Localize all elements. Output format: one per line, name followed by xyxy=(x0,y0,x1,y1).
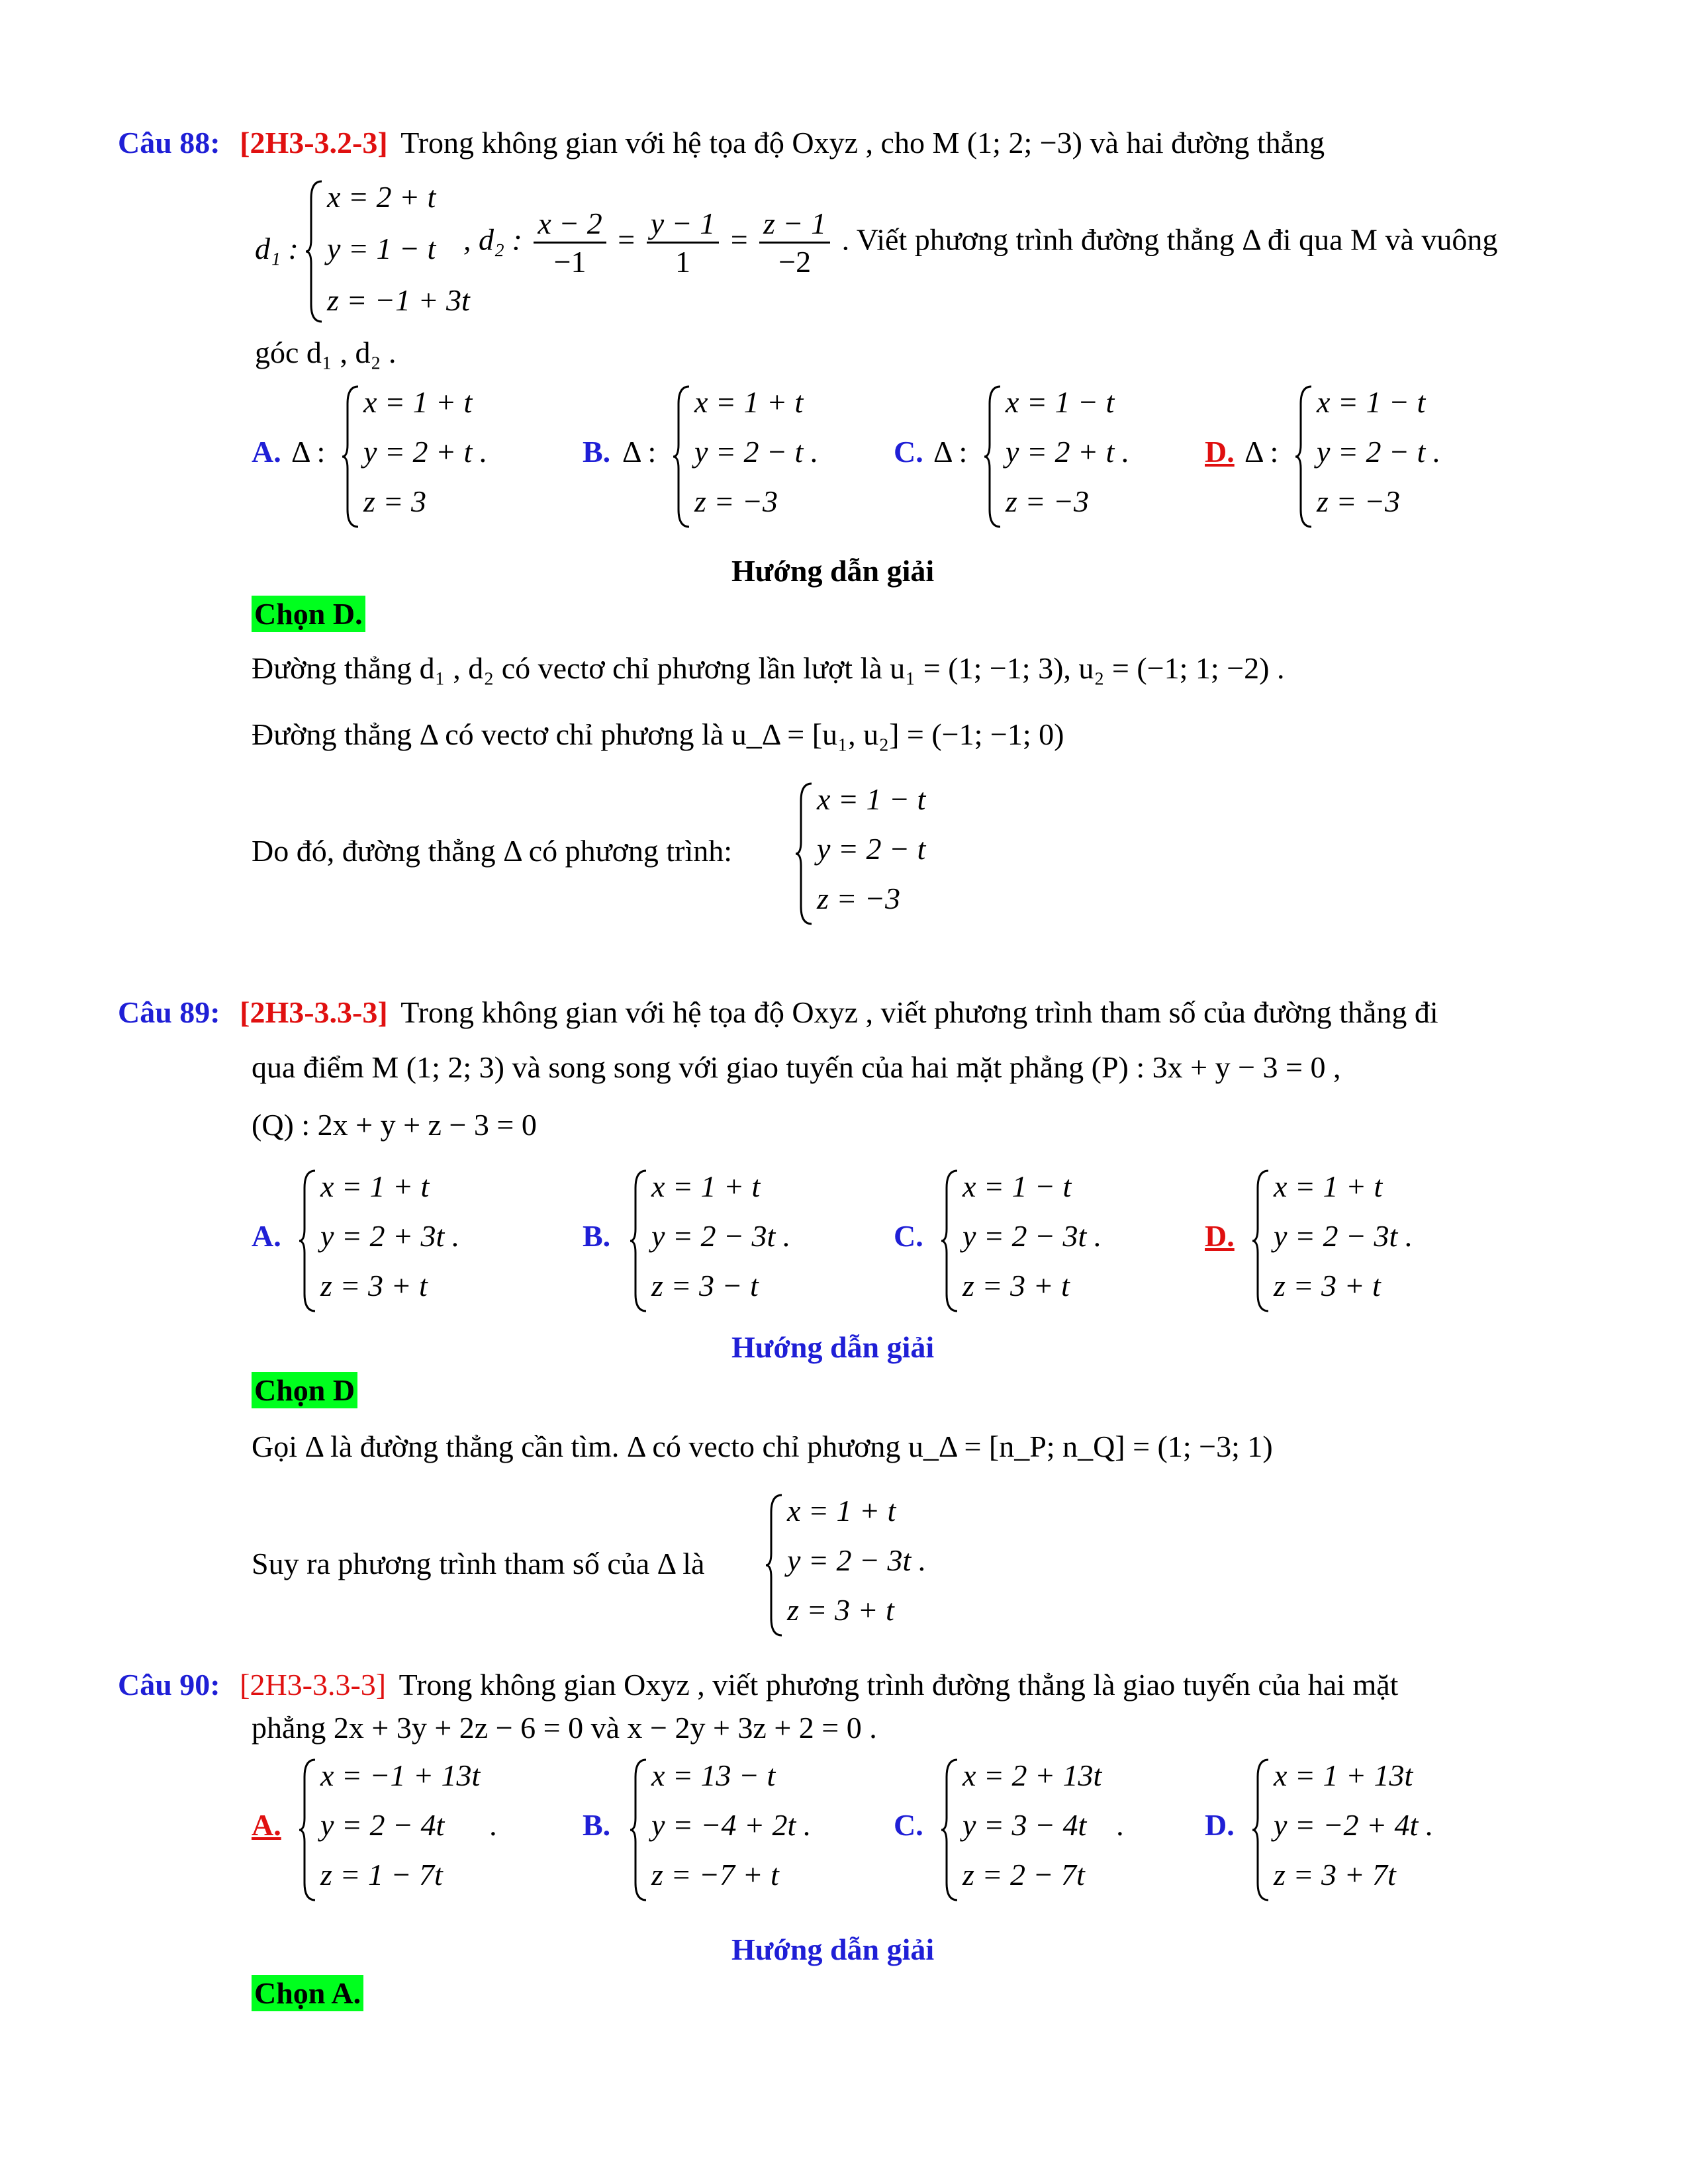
brace-icon xyxy=(1251,1168,1271,1314)
q90-option-b[interactable]: B. x = 13 − t y = −4 + 2t . z = −7 + t xyxy=(583,1757,874,1903)
q89-tag: [2H3-3.3-3] xyxy=(240,995,388,1029)
brace-icon xyxy=(940,1757,960,1903)
brace-icon xyxy=(341,384,361,529)
q88-d2-frac-x: $\frac{x - 2}{-1}$ xyxy=(534,205,606,280)
q89-stem-2: qua điểm M (1; 2; 3) và song song với giao tuyến của hai mặt phẳng (P) : 3x + y − 3 = 0 , xyxy=(252,1050,1341,1084)
q88-d1-line-x: x = 2 + t xyxy=(327,180,436,214)
brace-icon xyxy=(1294,384,1314,529)
q89-header xyxy=(118,994,1438,1030)
q90-option-d[interactable]: D. x = 1 + 13t y = −2 + 4t . z = 3 + 7t xyxy=(1205,1757,1496,1903)
q88-tag: [2H3-3.2-3] xyxy=(240,126,388,159)
brace-icon xyxy=(298,1757,318,1903)
q88-stem: Trong không gian với hệ tọa độ Oxyz , cho M (1; 2; −3) và hai đường thẳng xyxy=(400,126,1325,159)
q88-guide-heading: Hướng dẫn giải xyxy=(731,554,935,588)
q89-stem: Trong không gian với hệ tọa độ Oxyz , viết phương trình tham số của đường thẳng đi xyxy=(400,995,1438,1029)
q88-solution-line-3: Do đó, đường thẳng Δ có phương trình: xyxy=(252,834,733,868)
q90-stem: Trong không gian Oxyz , viết phương trình đường thẳng là giao tuyến của hai mặt xyxy=(399,1668,1399,1702)
q88-option-c[interactable]: C. Δ : x = 1 − t y = 2 + t . z = −3 xyxy=(894,384,1172,529)
q88-d2-label: , d₂ : xyxy=(463,222,522,257)
q88-stem-2: . Viết phương trình đường thẳng Δ đi qua M và vuông xyxy=(841,222,1498,257)
q89-guide-heading: Hướng dẫn giải xyxy=(731,1330,935,1364)
q90-number: Câu 90: xyxy=(118,1668,220,1702)
q89-option-c[interactable]: C. x = 1 − t y = 2 − 3t . z = 3 + t xyxy=(894,1168,1172,1314)
q90-option-c[interactable]: C. x = 2 + 13t y = 3 − 4t . z = 2 − 7t xyxy=(894,1757,1185,1903)
q88-d2-equation: , d₂ : $\frac{x - 2}{-1}$ = $\frac{y - 1}{1}$ = $\frac{z - 1}{-2}$ . Viết phương trình đường thẳng Δ đi qua M và vuông xyxy=(463,205,1497,280)
q88-d1-label: d₁ : xyxy=(255,232,299,265)
q88-d2-frac-z: $\frac{z - 1}{-2}$ xyxy=(759,205,830,280)
q88-answer-badge: Chọn D. xyxy=(252,596,365,632)
brace-icon xyxy=(765,1492,784,1638)
q88-stem-3: góc d₁ , d₂ . xyxy=(255,336,397,369)
q90-tag: [2H3-3.3-3] xyxy=(240,1668,387,1702)
brace-icon xyxy=(298,1168,318,1314)
brace-icon xyxy=(794,781,814,927)
q89-number: Câu 89: xyxy=(118,995,220,1029)
q89-answer-badge: Chọn D xyxy=(252,1372,357,1408)
q88-option-a[interactable]: A. Δ : x = 1 + t y = 2 + t . z = 3 xyxy=(252,384,530,529)
q88-solution-line-2: Đường thẳng Δ có vectơ chỉ phương là u_Δ = [u₁, u₂] = (−1; −1; 0) xyxy=(252,717,1064,751)
q88-d1-line-y: y = 1 − t xyxy=(327,232,436,265)
q89-stem-3: (Q) : 2x + y + z − 3 = 0 xyxy=(252,1108,537,1142)
q90-option-a[interactable]: A. x = −1 + 13t y = 2 − 4t . z = 1 − 7t xyxy=(252,1757,543,1903)
q90-guide-heading: Hướng dẫn giải xyxy=(731,1933,935,1966)
brace-icon xyxy=(1251,1757,1271,1903)
q89-option-b[interactable]: B. x = 1 + t y = 2 − 3t . z = 3 − t xyxy=(583,1168,861,1314)
q88-d1-line-z: z = −1 + 3t xyxy=(327,283,470,317)
q90-stem-2: phẳng 2x + 3y + 2z − 6 = 0 và x − 2y + 3z + 2 = 0 . xyxy=(252,1711,877,1745)
q88-option-d[interactable]: D. Δ : x = 1 − t y = 2 − t . z = −3 xyxy=(1205,384,1483,529)
q89-solution-line-1: Gọi Δ là đường thẳng cần tìm. Δ có vecto chỉ phương u_Δ = [n_P; n_Q] = (1; −3; 1) xyxy=(252,1430,1273,1463)
brace-icon xyxy=(672,384,692,529)
brace-icon xyxy=(940,1168,960,1314)
brace-icon xyxy=(629,1168,649,1314)
q88-header xyxy=(118,124,1325,161)
brace-icon xyxy=(629,1757,649,1903)
q88-d2-frac-y: $\frac{y - 1}{1}$ xyxy=(647,205,719,280)
q90-header xyxy=(118,1666,1398,1703)
q88-number: Câu 88: xyxy=(118,126,220,159)
q90-answer-badge: Chọn A. xyxy=(252,1975,363,2011)
brace-icon xyxy=(983,384,1003,529)
q88-solution-line-1: Đường thẳng d₁ , d₂ có vectơ chỉ phương lần lượt là u₁ = (1; −1; 3), u₂ = (−1; 1; −2) . xyxy=(252,651,1285,685)
q88-option-b[interactable]: B. Δ : x = 1 + t y = 2 − t . z = −3 xyxy=(583,384,861,529)
q88-d1-system xyxy=(305,179,477,324)
q89-solution-line-2: Suy ra phương trình tham số của Δ là xyxy=(252,1547,705,1580)
q89-option-a[interactable]: A. x = 1 + t y = 2 + 3t . z = 3 + t xyxy=(252,1168,530,1314)
q89-option-d[interactable]: D. x = 1 + t y = 2 − 3t . z = 3 + t xyxy=(1205,1168,1483,1314)
brace-icon xyxy=(305,179,324,324)
